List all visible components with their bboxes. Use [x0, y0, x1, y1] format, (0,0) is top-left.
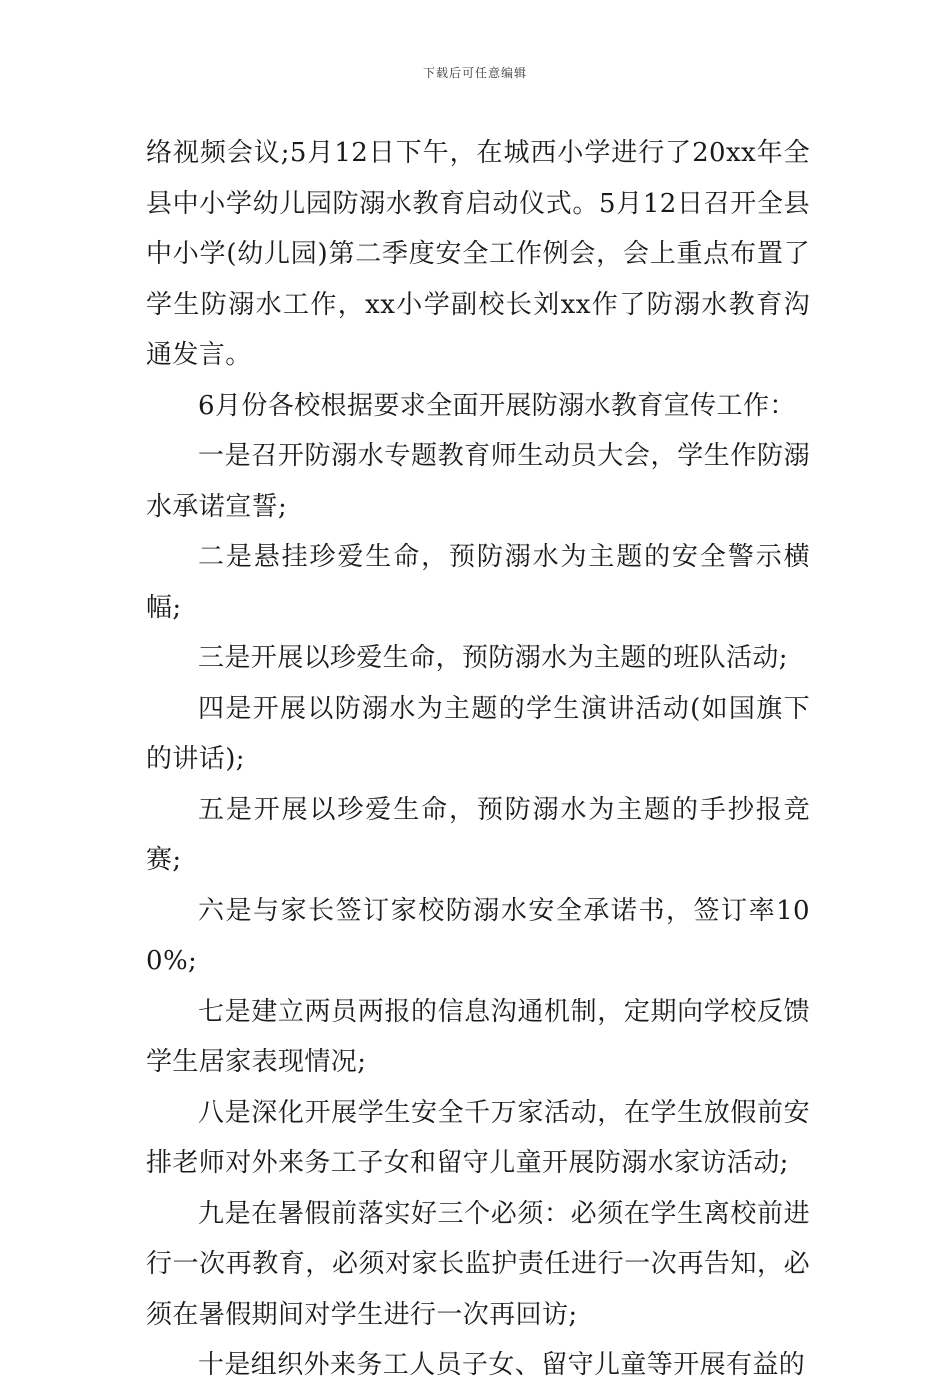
page-header: 下载后可任意编辑: [422, 66, 527, 80]
document-body: [146, 128, 810, 1391]
paragraph: 八是深化开展学生安全千万家活动，在学生放假前安排老师对外来务工子女和留守儿童开展防溺水家访活动;: [146, 1097, 810, 1178]
paragraph: 七是建立两员两报的信息沟通机制，定期向学校反馈学生居家表现情况;: [146, 996, 810, 1077]
paragraph: 六是与家长签订家校防溺水安全承诺书，签订率100%;: [146, 895, 810, 976]
paragraph: 络视频会议;5月12日下午，在城西小学进行了20xx年全县中小学幼儿园防溺水教育启动仪式。5月12日召开全县中小学(幼儿园)第二季度安全工作例会，会上重点布置了学生防溺水工作，xx小学副校长刘xx作了防溺水教育沟通发言。: [146, 138, 810, 370]
paragraph: 四是开展以防溺水为主题的学生演讲活动(如国旗下的讲话);: [146, 693, 810, 774]
paragraph: 一是召开防溺水专题教育师生动员大会，学生作防溺水承诺宣誓;: [146, 441, 810, 522]
paragraph: 6月份各校根据要求全面开展防溺水教育宣传工作：: [198, 390, 796, 421]
paragraph: 五是开展以珍爱生命，预防溺水为主题的手抄报竞赛;: [146, 794, 810, 875]
paragraph: 三是开展以珍爱生命，预防溺水为主题的班队活动;: [198, 643, 788, 673]
paragraph: 二是悬挂珍爱生命，预防溺水为主题的安全警示横幅;: [146, 542, 810, 623]
paragraph: 十是组织外来务工人员子女、留守儿童等开展有益的: [198, 1350, 806, 1380]
paragraph: 九是在暑假前落实好三个必须：必须在学生离校前进行一次再教育，必须对家长监护责任进行一次再告知，必须在暑假期间对学生进行一次再回访;: [146, 1198, 810, 1330]
